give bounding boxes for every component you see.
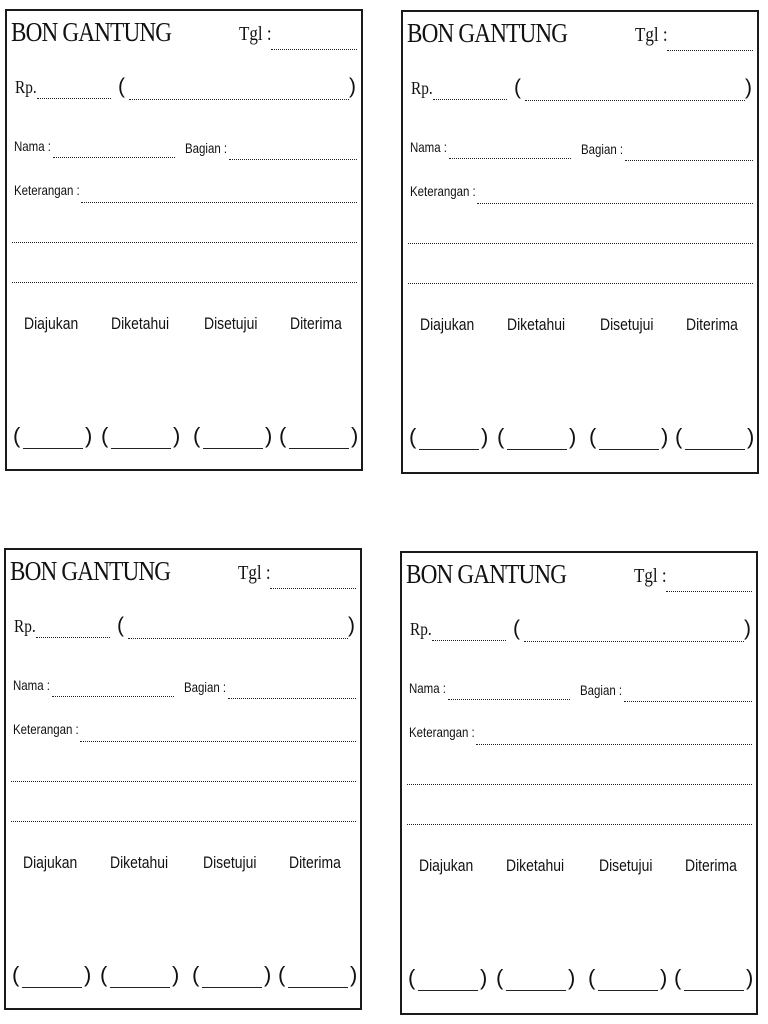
signature-label-diketahui: Diketahui bbox=[507, 315, 566, 334]
form-title: BON GANTUNG bbox=[407, 18, 568, 48]
description-field-3[interactable] bbox=[408, 283, 753, 284]
department-label: Bagian : bbox=[185, 140, 228, 156]
department-label: Bagian : bbox=[580, 682, 623, 698]
signature-slot-diajukan[interactable]: ( ) bbox=[408, 965, 488, 990]
amount-words-close-paren: ) bbox=[744, 617, 751, 640]
department-field[interactable] bbox=[625, 160, 753, 161]
signature-slot-diterima[interactable]: ( ) bbox=[279, 423, 359, 448]
signature-slot-diajukan[interactable]: ( ) bbox=[13, 423, 93, 448]
name-label: Nama : bbox=[13, 677, 51, 693]
amount-label: Rp. bbox=[15, 77, 37, 97]
amount-words-field[interactable] bbox=[525, 100, 745, 101]
description-field-2[interactable] bbox=[12, 242, 357, 243]
amount-field[interactable] bbox=[37, 98, 111, 99]
amount-field[interactable] bbox=[36, 637, 110, 638]
signature-label-diajukan: Diajukan bbox=[23, 853, 78, 872]
signature-label-diterima: Diterima bbox=[685, 856, 737, 875]
form-title: BON GANTUNG bbox=[10, 556, 171, 586]
name-field[interactable] bbox=[53, 157, 175, 158]
voucher-form-4 bbox=[400, 551, 758, 1015]
date-field[interactable] bbox=[667, 50, 753, 51]
signature-label-disetujui: Disetujui bbox=[204, 314, 258, 333]
date-label: Tgl : bbox=[634, 565, 667, 587]
signature-slot-diterima[interactable]: ( ) bbox=[675, 424, 755, 449]
signature-label-diajukan: Diajukan bbox=[420, 315, 475, 334]
amount-words-open-paren: ( bbox=[514, 76, 521, 99]
signature-slot-diketahui[interactable]: ( ) bbox=[100, 962, 180, 987]
signature-slot-diajukan[interactable]: ( ) bbox=[12, 962, 92, 987]
signature-slot-disetujui[interactable]: ( ) bbox=[588, 965, 668, 990]
signature-label-diterima: Diterima bbox=[686, 315, 738, 334]
department-field[interactable] bbox=[229, 159, 357, 160]
date-label: Tgl : bbox=[238, 562, 271, 584]
voucher-form-2 bbox=[401, 10, 759, 474]
signature-slot-diketahui[interactable]: ( ) bbox=[496, 965, 576, 990]
amount-words-open-paren: ( bbox=[118, 75, 125, 98]
signature-slot-diketahui[interactable]: ( ) bbox=[101, 423, 181, 448]
name-label: Nama : bbox=[409, 680, 447, 696]
amount-words-open-paren: ( bbox=[117, 614, 124, 637]
form-title: BON GANTUNG bbox=[406, 559, 567, 589]
signature-slot-disetujui[interactable]: ( ) bbox=[589, 424, 669, 449]
description-field-3[interactable] bbox=[407, 824, 752, 825]
amount-words-field[interactable] bbox=[524, 641, 744, 642]
signature-slot-disetujui[interactable]: ( ) bbox=[192, 962, 272, 987]
amount-words-field[interactable] bbox=[128, 638, 348, 639]
date-field[interactable] bbox=[666, 591, 752, 592]
form-title: BON GANTUNG bbox=[11, 17, 172, 47]
amount-words-close-paren: ) bbox=[349, 75, 356, 98]
amount-words-field[interactable] bbox=[129, 99, 349, 100]
name-field[interactable] bbox=[52, 696, 174, 697]
description-label: Keterangan : bbox=[409, 724, 475, 740]
signature-slot-diterima[interactable]: ( ) bbox=[278, 962, 358, 987]
signature-label-diterima: Diterima bbox=[290, 314, 342, 333]
description-field-1[interactable] bbox=[476, 744, 752, 745]
department-field[interactable] bbox=[624, 701, 752, 702]
department-field[interactable] bbox=[228, 698, 356, 699]
signature-label-disetujui: Disetujui bbox=[203, 853, 257, 872]
amount-field[interactable] bbox=[433, 99, 507, 100]
amount-label: Rp. bbox=[14, 616, 36, 636]
amount-label: Rp. bbox=[410, 619, 432, 639]
signature-slot-disetujui[interactable]: ( ) bbox=[193, 423, 273, 448]
description-field-3[interactable] bbox=[11, 821, 356, 822]
department-label: Bagian : bbox=[581, 141, 624, 157]
signature-label-diketahui: Diketahui bbox=[111, 314, 170, 333]
signature-slot-diketahui[interactable]: ( ) bbox=[497, 424, 577, 449]
amount-words-close-paren: ) bbox=[745, 76, 752, 99]
signature-label-diajukan: Diajukan bbox=[24, 314, 79, 333]
signature-label-diajukan: Diajukan bbox=[419, 856, 474, 875]
signature-slot-diterima[interactable]: ( ) bbox=[674, 965, 754, 990]
amount-words-close-paren: ) bbox=[348, 614, 355, 637]
name-field[interactable] bbox=[449, 158, 571, 159]
amount-field[interactable] bbox=[432, 640, 506, 641]
signature-label-disetujui: Disetujui bbox=[600, 315, 654, 334]
description-label: Keterangan : bbox=[13, 721, 79, 737]
department-label: Bagian : bbox=[184, 679, 227, 695]
description-label: Keterangan : bbox=[410, 183, 476, 199]
name-label: Nama : bbox=[410, 139, 448, 155]
description-label: Keterangan : bbox=[14, 182, 80, 198]
date-label: Tgl : bbox=[635, 24, 668, 46]
description-field-1[interactable] bbox=[80, 741, 356, 742]
description-field-2[interactable] bbox=[408, 243, 753, 244]
signature-label-diterima: Diterima bbox=[289, 853, 341, 872]
signature-slot-diajukan[interactable]: ( ) bbox=[409, 424, 489, 449]
date-field[interactable] bbox=[271, 49, 357, 50]
description-field-1[interactable] bbox=[477, 203, 753, 204]
description-field-2[interactable] bbox=[11, 781, 356, 782]
description-field-3[interactable] bbox=[12, 282, 357, 283]
signature-label-diketahui: Diketahui bbox=[110, 853, 169, 872]
signature-label-disetujui: Disetujui bbox=[599, 856, 653, 875]
description-field-2[interactable] bbox=[407, 784, 752, 785]
description-field-1[interactable] bbox=[81, 202, 357, 203]
voucher-form-1 bbox=[5, 9, 363, 471]
signature-label-diketahui: Diketahui bbox=[506, 856, 565, 875]
date-field[interactable] bbox=[270, 588, 356, 589]
name-label: Nama : bbox=[14, 138, 52, 154]
voucher-form-3 bbox=[4, 548, 362, 1010]
date-label: Tgl : bbox=[239, 23, 272, 45]
amount-label: Rp. bbox=[411, 78, 433, 98]
name-field[interactable] bbox=[448, 699, 570, 700]
amount-words-open-paren: ( bbox=[513, 617, 520, 640]
